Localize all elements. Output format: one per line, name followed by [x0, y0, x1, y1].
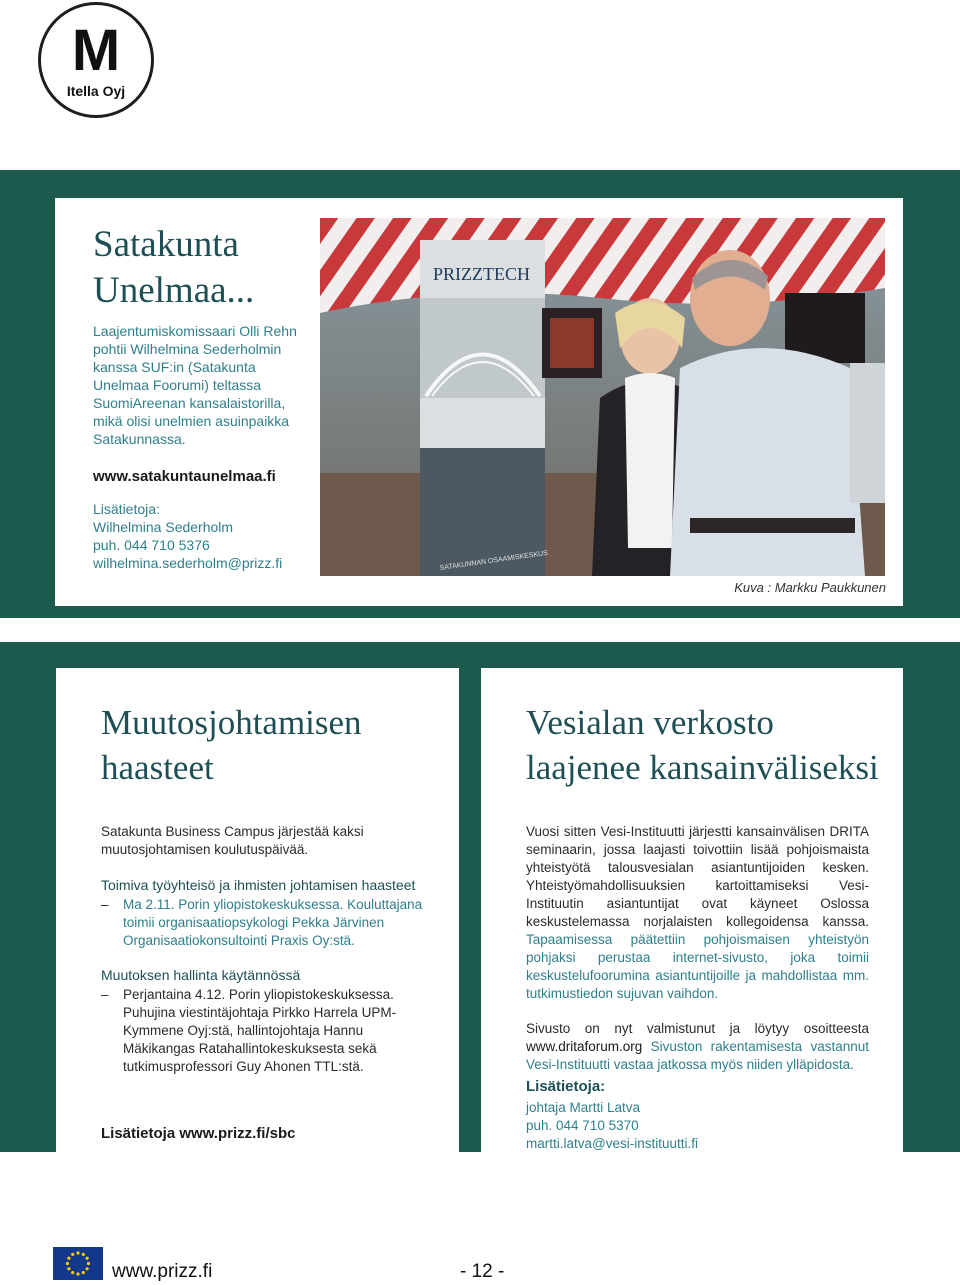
left-title-line2: haasteet: [101, 748, 214, 787]
feature-title-line1: Satakunta: [93, 224, 239, 265]
feature-title-line2: Unelmaa...: [93, 270, 255, 311]
feature-body: Laajentumiskomissaari Olli Rehn pohtii Wilhelmina Sederholmin kanssa SUF:in (Satakunta Unelmaa Foorumi) teltassa SuomiAreenan kansalaistorilla, mikä olisi unelmien asuinpaikka Satakunnassa.: [93, 323, 297, 447]
section2-date: Perjantaina 4.12. Porin yliopistokeskuksessa.: [123, 987, 394, 1002]
dash: –: [101, 987, 109, 1002]
section2-text: Puhujina viestintäjohtaja Pirkko Harrela UPM-Kymmene Oyj:stä, hallintojohtaja Hannu Mäkikangas Ratahallintokeskuksesta sekä tutkimusprofessori Guy Ahonen TTL:stä.: [123, 1005, 397, 1074]
feature-contact: [93, 500, 313, 572]
page-number: - 12 -: [460, 1261, 505, 1282]
feature-title: [93, 222, 313, 314]
logo-company: Itella Oyj: [66, 83, 126, 99]
right-para2-link[interactable]: www.dritaforum.org: [526, 1039, 643, 1054]
left-article-title: [101, 700, 441, 790]
contact-email[interactable]: wilhelmina.sederholm@prizz.fi: [93, 555, 283, 571]
banner-brand: PRIZZTECH: [433, 264, 530, 284]
banner-footer: SATAKUNNAN OSAAMISKESKUS: [439, 549, 549, 572]
itella-logo: [38, 2, 154, 118]
logo-letter: M: [71, 18, 121, 83]
dash: –: [101, 897, 109, 912]
feature-photo: [320, 218, 885, 576]
left-article-body: [101, 823, 436, 1076]
contact-label: Lisätietoja:: [93, 501, 160, 517]
right-title-line1: Vesialan verkosto: [526, 703, 774, 742]
right-contact-phone: puh. 044 710 5370: [526, 1118, 639, 1133]
right-para2: [526, 1020, 869, 1074]
section1-heading: Toimiva työyhteisö ja ihmisten johtamisen haasteet: [101, 877, 416, 893]
contact-name: Wilhelmina Sederholm: [93, 519, 234, 535]
left-title-line1: Muutosjohtamisen: [101, 703, 362, 742]
right-article-body: [526, 823, 869, 1074]
right-para1-dark: Vuosi sitten Vesi-Instituutti järjestti kansainvälisen DRITA seminaarin, jossa laajasti toivottiin lisää pohjoismaista yhteistyötä talousvesialan asiantuntijoiden kesken. Yhteistyömahdollisuuksien kartoittamiseksi Vesi-Instituutin asiantuntijat ovat käyneet Oslossa keskustelemassa norjalaisten kollegoidensa kanssa.: [526, 824, 869, 929]
right-para2-b: Sivuston rakentamisesta vastannut Vesi-Instituutti vastaa jatkossa myös niiden ylläpidosta.: [526, 1039, 869, 1072]
eu-flag-icon: [53, 1247, 103, 1280]
right-para2-a: Sivusto on nyt valmistunut ja löytyy osoitteesta: [526, 1021, 869, 1036]
section2-item: [101, 986, 436, 1076]
left-intro: Satakunta Business Campus järjestää kaksi muutosjohtamisen koulutuspäivää.: [101, 824, 364, 857]
right-contact: [526, 1078, 869, 1153]
right-contact-name: johtaja Martti Latva: [526, 1100, 641, 1115]
section2-heading: Muutoksen hallinta käytännössä: [101, 967, 301, 983]
section1-date: Ma 2.11. Porin yliopistokeskuksessa.: [123, 897, 344, 912]
right-para1-teal: Tapaamisessa päätettiin pohjoismaisen yhteistyön pohjaksi perustaa internet-sivusto, joka toimii keskustelufoorumina asiantuntijoille ja mahdollistaa mm. tutkimustiedon sujuvan vaihdon.: [526, 932, 869, 1001]
right-para1: [526, 823, 869, 1003]
photo-caption: Kuva : Markku Paukkunen: [734, 580, 886, 595]
section1-text: Kouluttajana toimii organisaatiopsykologi Pekka Järvinen Organisaatiokonsultointi Praxis Oy:stä.: [123, 897, 423, 948]
feature-link[interactable]: www.satakuntaunelmaa.fi: [93, 468, 276, 485]
footer-url[interactable]: www.prizz.fi: [112, 1261, 213, 1282]
right-article-title: [526, 700, 896, 790]
right-title-line2: laajenee kansainväliseksi: [526, 748, 879, 787]
left-more-info[interactable]: Lisätietoja www.prizz.fi/sbc: [101, 1125, 296, 1142]
right-contact-label: Lisätietoja:: [526, 1078, 606, 1095]
right-contact-email[interactable]: martti.latva@vesi-instituutti.fi: [526, 1136, 698, 1151]
contact-phone: puh. 044 710 5376: [93, 537, 210, 553]
section1-item: [101, 896, 436, 950]
